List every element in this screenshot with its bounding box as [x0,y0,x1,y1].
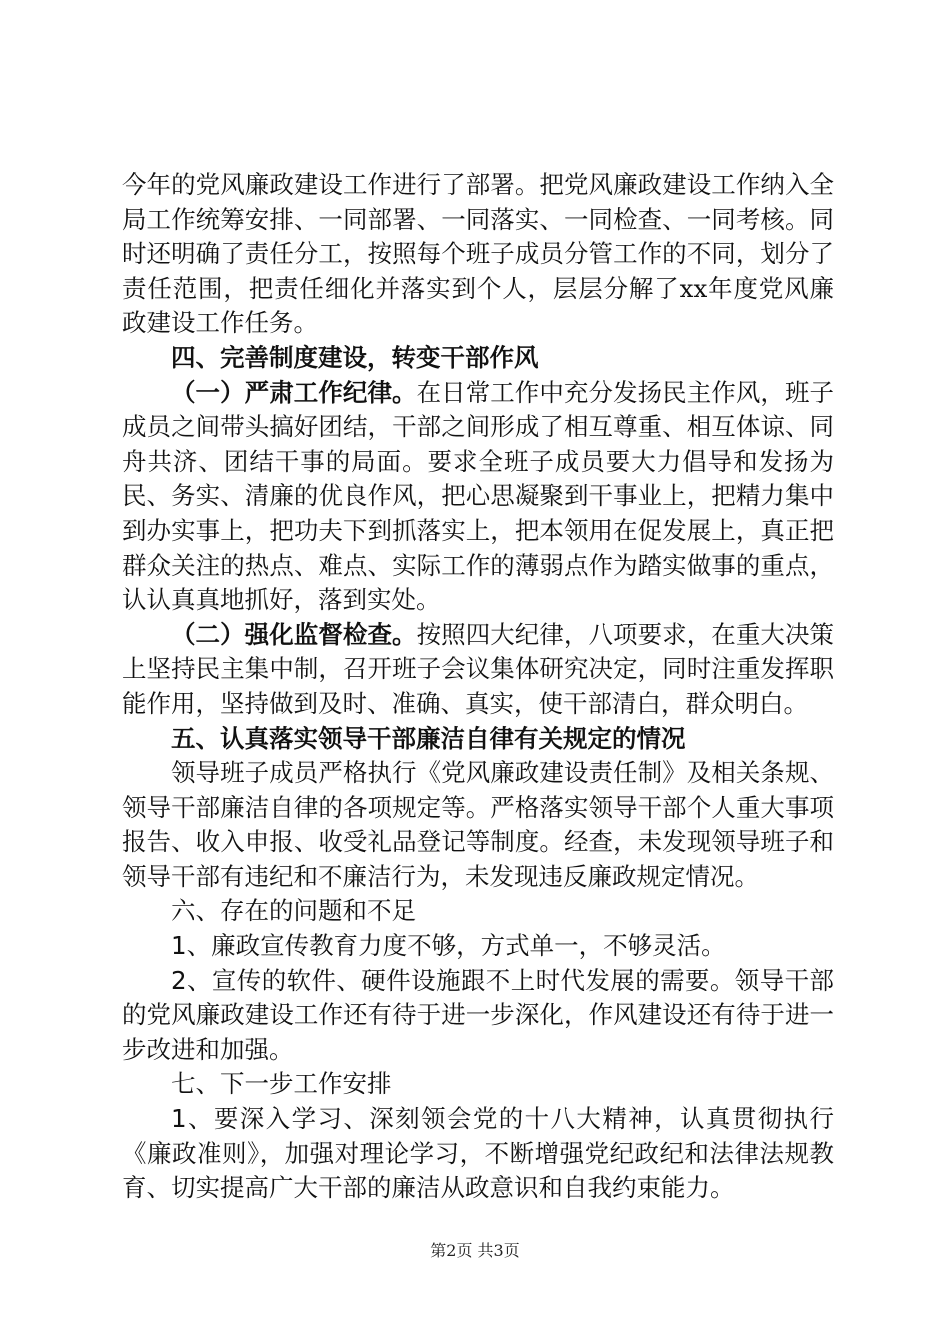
page-number-footer: 第2页 共3页 [430,1241,520,1260]
section-heading-five: 五、认真落实领导干部廉洁自律有关规定的情况 [171,723,686,753]
plan-item-1: 1、要深入学习、深刻领会党的十八大精神，认真贯彻执行《廉政准则》，加强对理论学习，不断增强党纪政纪和法律法规教育、切实提高广大干部的廉洁从政意识和自我约束能力。 [122,1104,834,1203]
problem-item-1: 1、廉政宣传教育力度不够，方式单一，不够灵活。 [171,931,726,961]
subheading-supervision: （二）强化监督检查。 [171,619,417,649]
paragraph-supervision [122,618,834,722]
paragraph-discipline-text: 在日常工作中充分发扬民主作风，班子成员之间带头搞好团结，干部之间形成了相互尊重、相互体谅、同舟共济、团结干事的局面。要求全班子成员要大力倡导和发扬为民、务实、清廉的优良作风，把心思凝聚到干事业上，把精力集中到办实事上，把功夫下到抓落实上，把本领用在促发展上，真正把群众关注的热点、难点、实际工作的薄弱点作为踏实做事的重点，认认真真地抓好，落到实处。 [122,377,834,615]
paragraph-intro: 今年的党风廉政建设工作进行了部署。把党风廉政建设工作纳入全局工作统筹安排、一同部署、一同落实、一同检查、一同考核。同时还明确了责任分工，按照每个班子成员分管工作的不同，划分了责任范围，把责任细化并落实到个人，层层分解了xx年度党风廉政建设工作任务。 [122,170,834,338]
paragraph-discipline [122,376,834,618]
section-heading-four: 四、完善制度建设，转变干部作风 [171,342,539,372]
paragraph-supervision-text: 按照四大纪律，八项要求，在重大决策上坚持民主集中制，召开班子会议集体研究决定，同时注重发挥职能作用，坚持做到及时、准确、真实，使干部清白，群众明白。 [122,619,834,718]
paragraph-self-discipline: 领导班子成员严格执行《党风廉政建设责任制》及相关条规、领导干部廉洁自律的各项规定等。严格落实领导干部个人重大事项报告、收入申报、收受礼品登记等制度。经查，未发现领导班子和领导干部有违纪和不廉洁行为，未发现违反廉政规定情况。 [122,758,834,891]
section-heading-seven: 七、下一步工作安排 [171,1069,392,1099]
section-heading-six: 六、存在的问题和不足 [171,896,416,926]
subheading-discipline: （一）严肃工作纪律。 [171,377,417,407]
document-body [122,168,834,1206]
problem-item-2: 2、宣传的软件、硬件设施跟不上时代发展的需要。领导干部的党风廉政建设工作还有待于进一步深化，作风建设还有待于进一步改进和加强。 [122,965,834,1064]
